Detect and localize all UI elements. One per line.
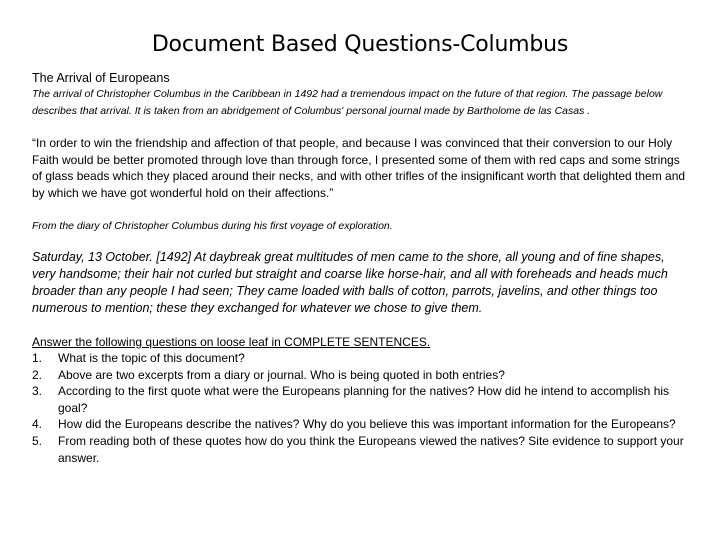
diary-entry: Saturday, 13 October. [1492] At daybreak great multitudes of men came to the shore, all young and of fine shapes, very handsome; their hair not curled but straight and coarse like horse-hair, and all with foreheads and heads much broader than any people I had seen; They came loaded with balls of cotton, parrots, javelins, and other things too numerous to mention; these they exchanged for whatever we chose to give them. (32, 250, 668, 315)
question-text: What is the topic of this document? (58, 351, 245, 365)
question-item (32, 350, 692, 367)
question-text: According to the first quote what were the Europeans planning for the natives? How did he intend to accomplish his goal? (58, 384, 670, 415)
question-item (32, 383, 692, 416)
question-number: 2. (32, 367, 43, 382)
questions-heading: Answer the following questions on loose leaf in COMPLETE SENTENCES. (32, 335, 431, 349)
question-text: How did the Europeans describe the natives? Why do you believe this was important information for the Europeans? (58, 417, 676, 432)
questions-list (32, 350, 692, 466)
question-item (32, 433, 692, 466)
question-text: Above are two excerpts from a diary or journal. Who is being quoted in both entries? (58, 367, 505, 382)
question-number: 5. (32, 433, 43, 448)
columbus-quote: “In order to win the friendship and affection of that people, and because I was convinced that their conversion to our Holy Faith would be better promoted through love than through force, I presented some of them with red caps and some strings of glass beads which they placed around their necks, and with other trifles of the insignificant worth that delighted them and by which we have got wonderful hold on their affections.” (32, 136, 686, 200)
question-item (32, 416, 692, 433)
question-number: 1. (32, 351, 43, 365)
question-number: 3. (32, 384, 43, 399)
question-text: From reading both of these quotes how do you think the Europeans viewed the natives? Site evidence to support your answer. (58, 433, 684, 465)
section-heading: The Arrival of Europeans (32, 71, 170, 85)
source-note: From the diary of Christopher Columbus during his first voyage of exploration. (32, 220, 393, 232)
question-item (32, 367, 692, 384)
page-title: Document Based Questions-Columbus (151, 32, 569, 57)
question-number: 4. (32, 417, 43, 432)
intro-paragraph: The arrival of Christopher Columbus in the Caribbean in 1492 had a tremendous impact on the future of that region. The passage below describes that arrival. It is taken from an abridgement of Columbus' personal journal made by Bartholome de las Casas . (32, 88, 663, 117)
